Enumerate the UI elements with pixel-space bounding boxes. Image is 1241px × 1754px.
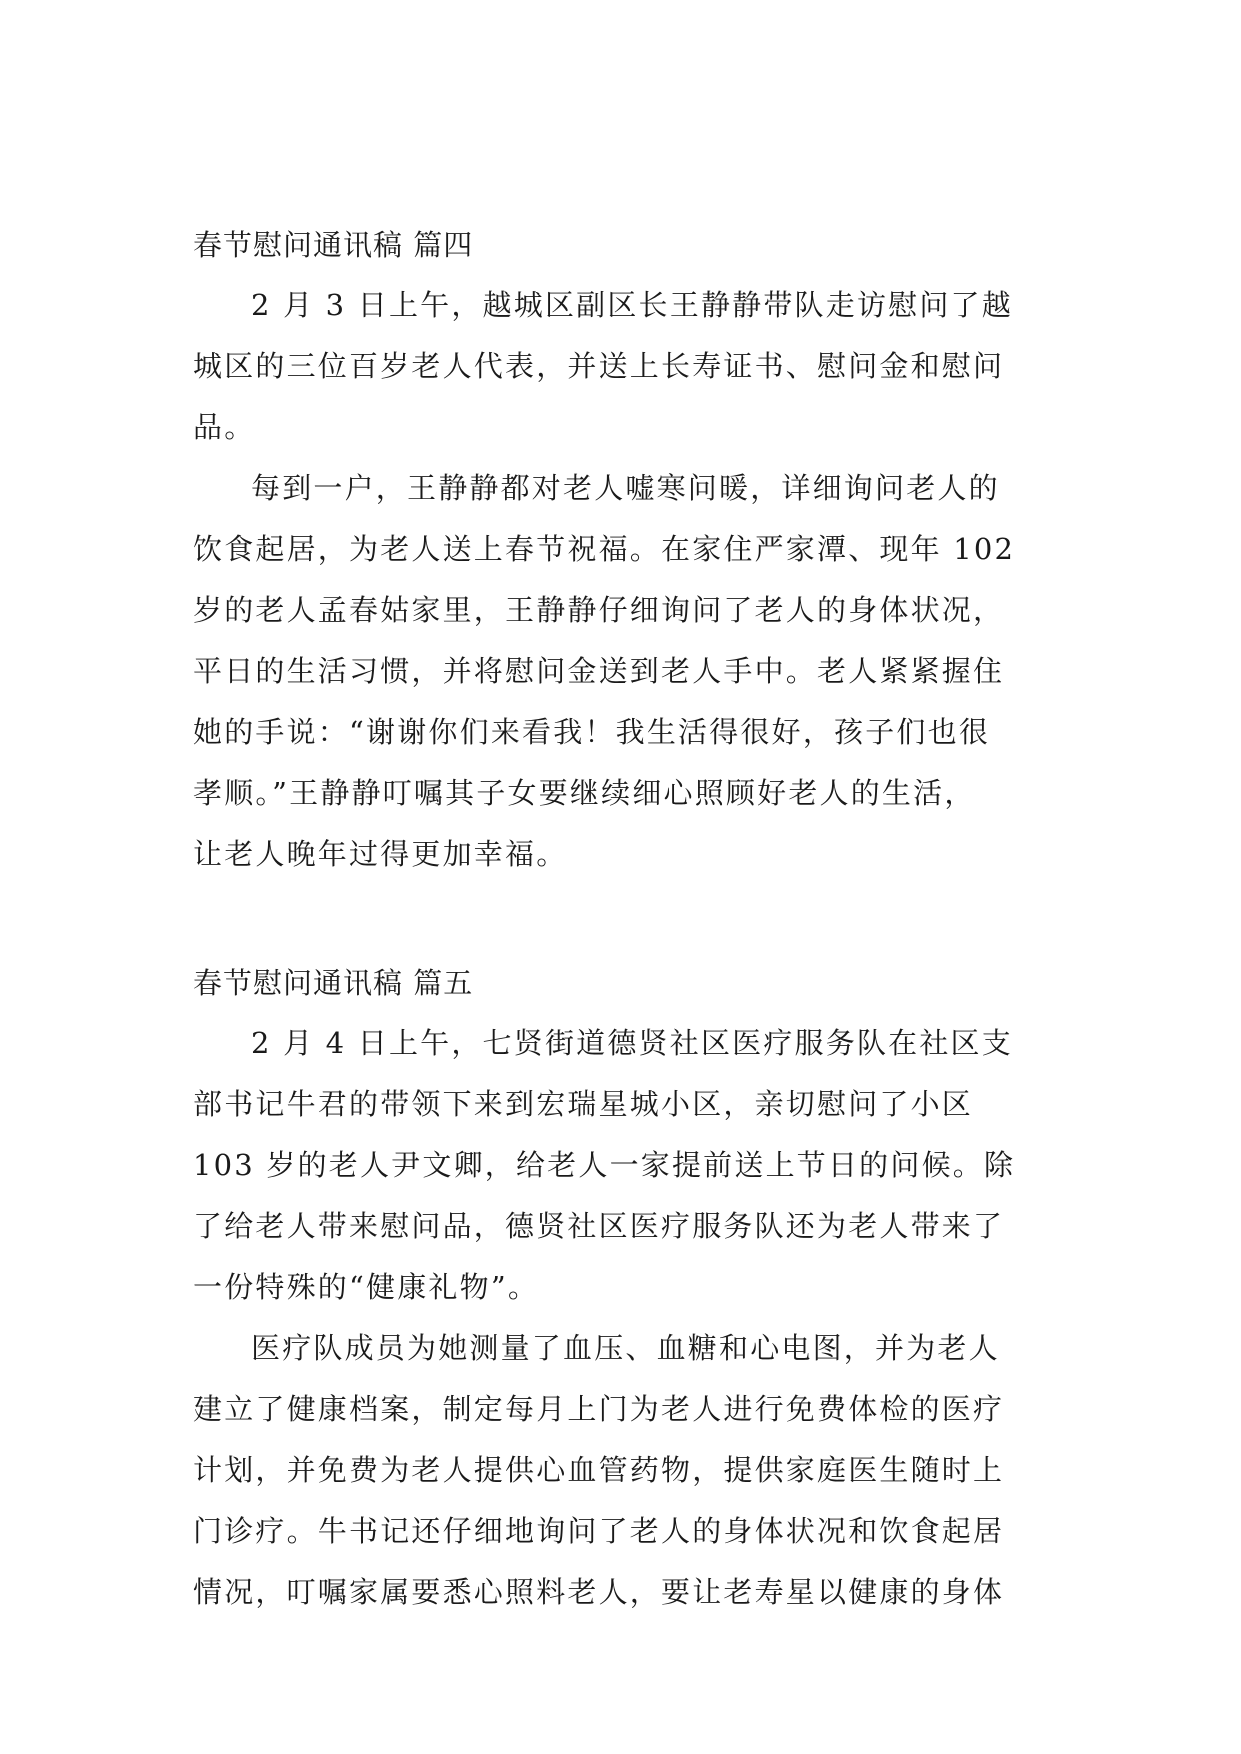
paragraph — [193, 458, 1045, 885]
paragraph-line: 情况，叮嘱家属要悉心照料老人，要让老寿星以健康的身体 — [193, 1575, 1005, 1609]
section-part-five — [193, 953, 1045, 1623]
paragraph-line: 计划，并免费为老人提供心血管药物，提供家庭医生随时上 — [193, 1453, 1005, 1487]
paragraph-line: 2 月 3 日上午，越城区副区长王静静带队走访慰问了越 — [251, 288, 1013, 322]
paragraph — [193, 1013, 1045, 1318]
paragraph-line: 每到一户，王静静都对老人嘘寒问暖，详细询问老人的 — [251, 471, 1000, 505]
paragraph-line: 岁的老人孟春姑家里，王静静仔细询问了老人的身体状况， — [193, 593, 1005, 627]
section-title: 春节慰问通讯稿 篇五 — [193, 966, 474, 1000]
paragraph-line: 她的手说：“谢谢你们来看我！我生活得很好，孩子们也很 — [193, 715, 991, 749]
paragraph-line: 品。 — [193, 410, 256, 444]
paragraph-line: 一份特殊的“健康礼物”。 — [193, 1270, 540, 1304]
paragraph-line: 让老人晚年过得更加幸福。 — [193, 837, 568, 871]
paragraph — [193, 275, 1045, 458]
paragraph-line: 医疗队成员为她测量了血压、血糖和心电图，并为老人 — [251, 1331, 1000, 1365]
paragraph-line: 饮食起居，为老人送上春节祝福。在家住严家潭、现年 102 — [193, 532, 1016, 566]
paragraph-line: 建立了健康档案，制定每月上门为老人进行免费体检的医疗 — [193, 1392, 1005, 1426]
paragraph-line: 孝顺。”王静静叮嘱其子女要继续细心照顾好老人的生活， — [193, 776, 976, 810]
section-title: 春节慰问通讯稿 篇四 — [193, 228, 474, 262]
paragraph-line: 了给老人带来慰问品，德贤社区医疗服务队还为老人带来了 — [193, 1209, 1005, 1243]
document-body — [193, 215, 1045, 1623]
paragraph-line: 部书记牛君的带领下来到宏瑞星城小区，亲切慰问了小区 — [193, 1087, 974, 1121]
paragraph-line: 2 月 4 日上午，七贤街道德贤社区医疗服务队在社区支 — [251, 1026, 1013, 1060]
paragraph-line: 平日的生活习惯，并将慰问金送到老人手中。老人紧紧握住 — [193, 654, 1005, 688]
paragraph — [193, 1318, 1045, 1623]
section-part-four — [193, 215, 1045, 885]
paragraph-line: 城区的三位百岁老人代表，并送上长寿证书、慰问金和慰问 — [193, 349, 1005, 383]
paragraph-line: 103 岁的老人尹文卿，给老人一家提前送上节日的问候。除 — [193, 1148, 1016, 1182]
paragraph-line: 门诊疗。牛书记还仔细地询问了老人的身体状况和饮食起居 — [193, 1514, 1005, 1548]
